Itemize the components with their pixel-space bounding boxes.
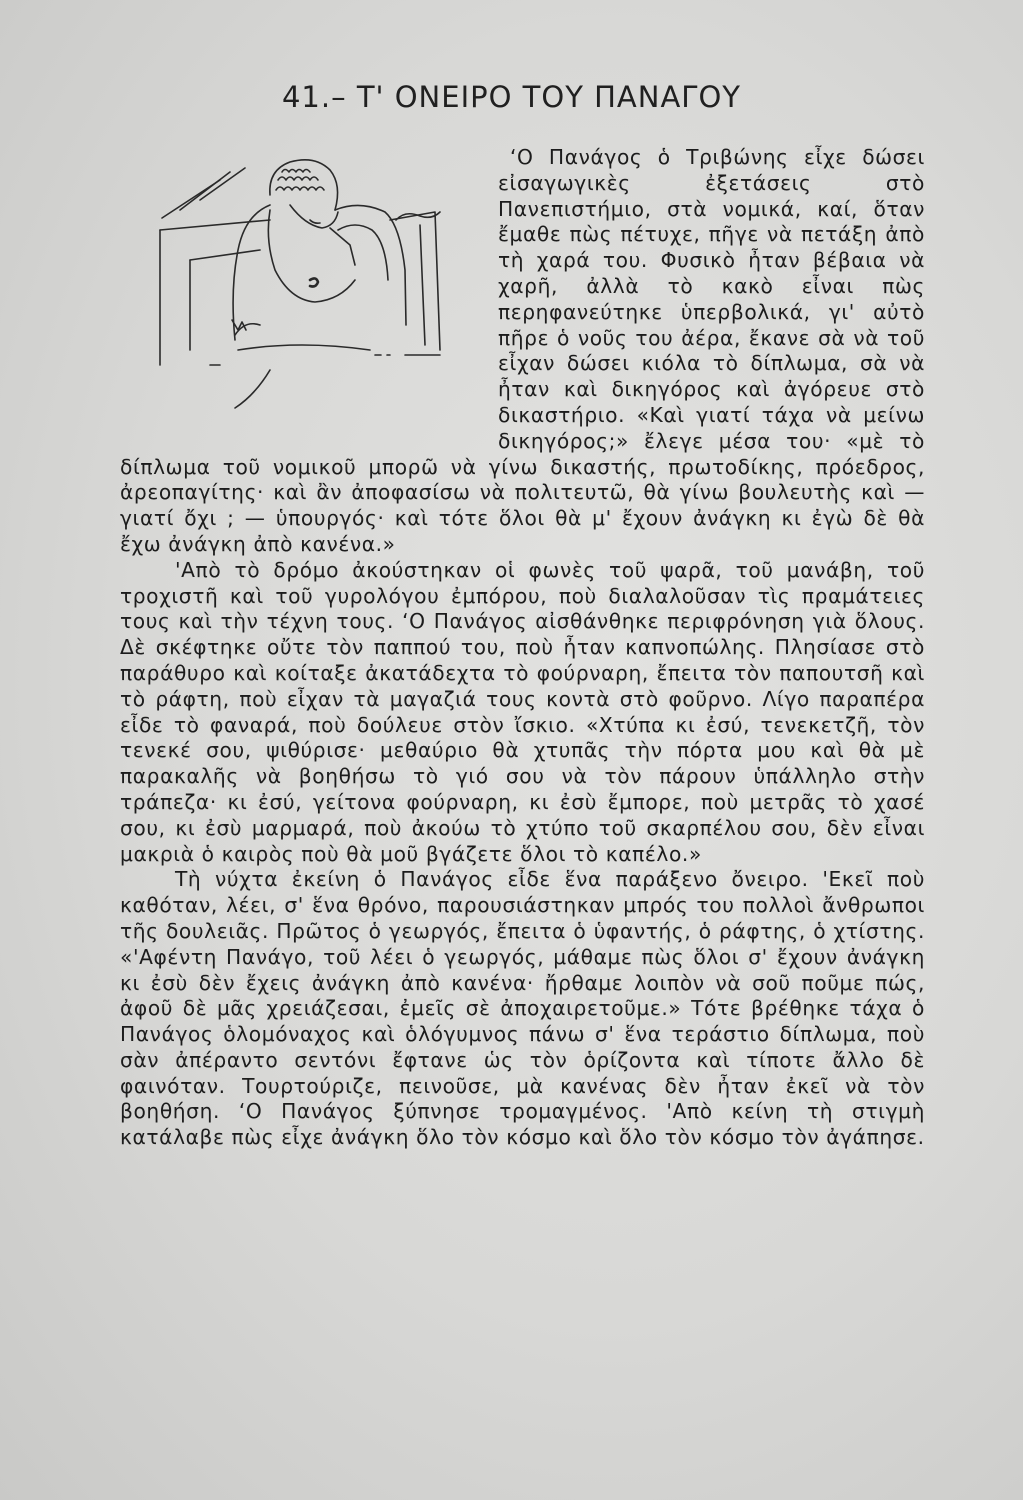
body-text — [120, 145, 925, 1151]
chapter-title: 41.– Τ' ΟΝΕΙΡΟ ΤΟΥ ΠΑΝΑΓΟΥ — [281, 80, 742, 114]
paragraph: 'Απὸ τὸ δρόμο ἀκούστηκαν οἱ φωνὲς τοῦ ψαρᾶ, τοῦ μανάβη, τοῦ τροχιστῆ καὶ τοῦ γυρολόγου ἐμπόρου, ποὺ διαλαλοῦσαν τὶς πραμάτειες τους καὶ τὴν τέχνη τους. ‘Ο Πανάγος αἰσθάνθηκε περιφρόνηση γιὰ ὅλους. Δὲ σκέφτηκε οὔτε τὸν παππού του, ποὺ ἦταν καπνοπώλης. Πλησίασε στὸ παράθυρο καὶ κοίταξε ἀκατάδεχτα τὸ φούρναρη, ἔπειτα τὸν παπουτσῆ καὶ τὸ ράφτη, ποὺ εἶχαν τὰ μαγαζιά τους κοντὰ στὸ φοῦρνο. Λίγο παραπέρα εἶδε τὸ φαναρά, ποὺ δούλευε στὸν ἴσκιο. «Χτύπα κι ἐσύ, τενεκετζῆ, τὸν τενεκέ σου, ψιθύρισε· μεθαύριο θὰ χτυπᾶς τὴν πόρτα μου καὶ θὰ μὲ παρακαλῆς νὰ βοηθήσω τὸ γιό σου νὰ τὸν πάρουν ὑπάλληλο στὴν τράπεζα· κι ἐσύ, γείτονα φούρναρη, κι ἐσὺ ἔμπορε, ποὺ μετρᾶς τὸ χασέ σου, κι ἐσὺ μαρμαρά, ποὺ ἀκούω τὸ χτύπο τοῦ σκαρπέλου σου, δὲν εἶναι μακριὰ ὁ καιρὸς ποὺ θὰ μοῦ βγάζετε ὅλοι τὸ καπέλο.» — [120, 557, 925, 866]
illustration-space — [120, 145, 498, 449]
paragraph: ‘Ο Πανάγος ὁ Τριβώνης εἶχε δώσει εἰσαγωγικὲς ἐξετάσεις στὸ Πανεπιστήμιο, στὰ νομικά, καί, ὅταν ἔμαθε πὼς πέτυχε, πῆγε νὰ πετάξη ἀπὸ τὴ χαρά του. Φυσικὸ ἦταν βέβαια νὰ χαρῆ, ἀλλὰ τὸ κακὸ εἶναι πὼς περηφανεύτηκε ὑπερβολικά, γι' αὐτὸ πῆρε ὁ νοῦς του ἀέρα, ἔκανε σὰ νὰ τοῦ εἶχαν δώσει κιόλα τὸ δίπλωμα, σὰ νὰ ἦταν καὶ δικηγόρος καὶ ἀγόρευε στὸ δικαστήριο. «Καὶ γιατί τάχα νὰ μείνω δικηγόρος;» ἔλεγε μέσα του· «μὲ τὸ δίπλωμα τοῦ νομικοῦ μπορῶ νὰ γίνω δικαστής, πρωτοδίκης, πρόεδρος, ἀρεοπαγίτης· καὶ ἂν ἀποφασίσω νὰ πολιτευτῶ, θὰ γίνω βουλευτὴς καὶ — γιατί ὄχι ; — ὑπουργός· καὶ τότε ὅλοι θὰ μ' ἔχουν ἀνάγκη κι ἐγὼ δὲ θὰ ἔχω ἀνάγκη ἀπὸ κανένα.» — [120, 145, 925, 556]
paragraph: Τὴ νύχτα ἐκείνη ὁ Πανάγος εἶδε ἕνα παράξενο ὄνειρο. 'Εκεῖ ποὺ καθόταν, λέει, σ' ἕνα θρόνο, παρουσιάστηκαν μπρός του πολλοὶ ἄνθρωποι τῆς δουλειᾶς. Πρῶτος ὁ γεωργός, ἔπειτα ὁ ὑφαντής, ὁ ράφτης, ὁ χτίστης. «'Αφέντη Πανάγο, τοῦ λέει ὁ γεωργός, μάθαμε πὼς ὅλοι σ' ἔχουν ἀνάγκη κι ἐσὺ δὲν ἔχεις ἀνάγκη ἀπὸ κανένα· ἤρθαμε λοιπὸν νὰ σοῦ ποῦμε πώς, ἀφοῦ δὲ μᾶς χρειάζεσαι, ἐμεῖς σὲ ἀποχαιρετοῦμε.» Τότε βρέθηκε τάχα ὁ Πανάγος ὁλομόναχος καὶ ὁλόγυμνος πάνω σ' ἕνα τεράστιο δίπλωμα, ποὺ σὰν ἀπέραντο σεντόνι ἔφτανε ὡς τὸν ὁρίζοντα καὶ τίποτε ἄλλο δὲ φαινόταν. Τουρτούριζε, πεινοῦσε, μὰ κανένας δὲν ἦταν ἐκεῖ νὰ τὸν βοηθήση. ‘Ο Πανάγος ξύπνησε τρομαγμένος. 'Απὸ κείνη τὴ στιγμὴ κατάλαβε πὼς εἶχε ἀνάγκη ὅλο τὸν κόσμο καὶ ὅλο τὸν κόσμο τὸν ἀγάπησε. — [120, 867, 925, 1150]
